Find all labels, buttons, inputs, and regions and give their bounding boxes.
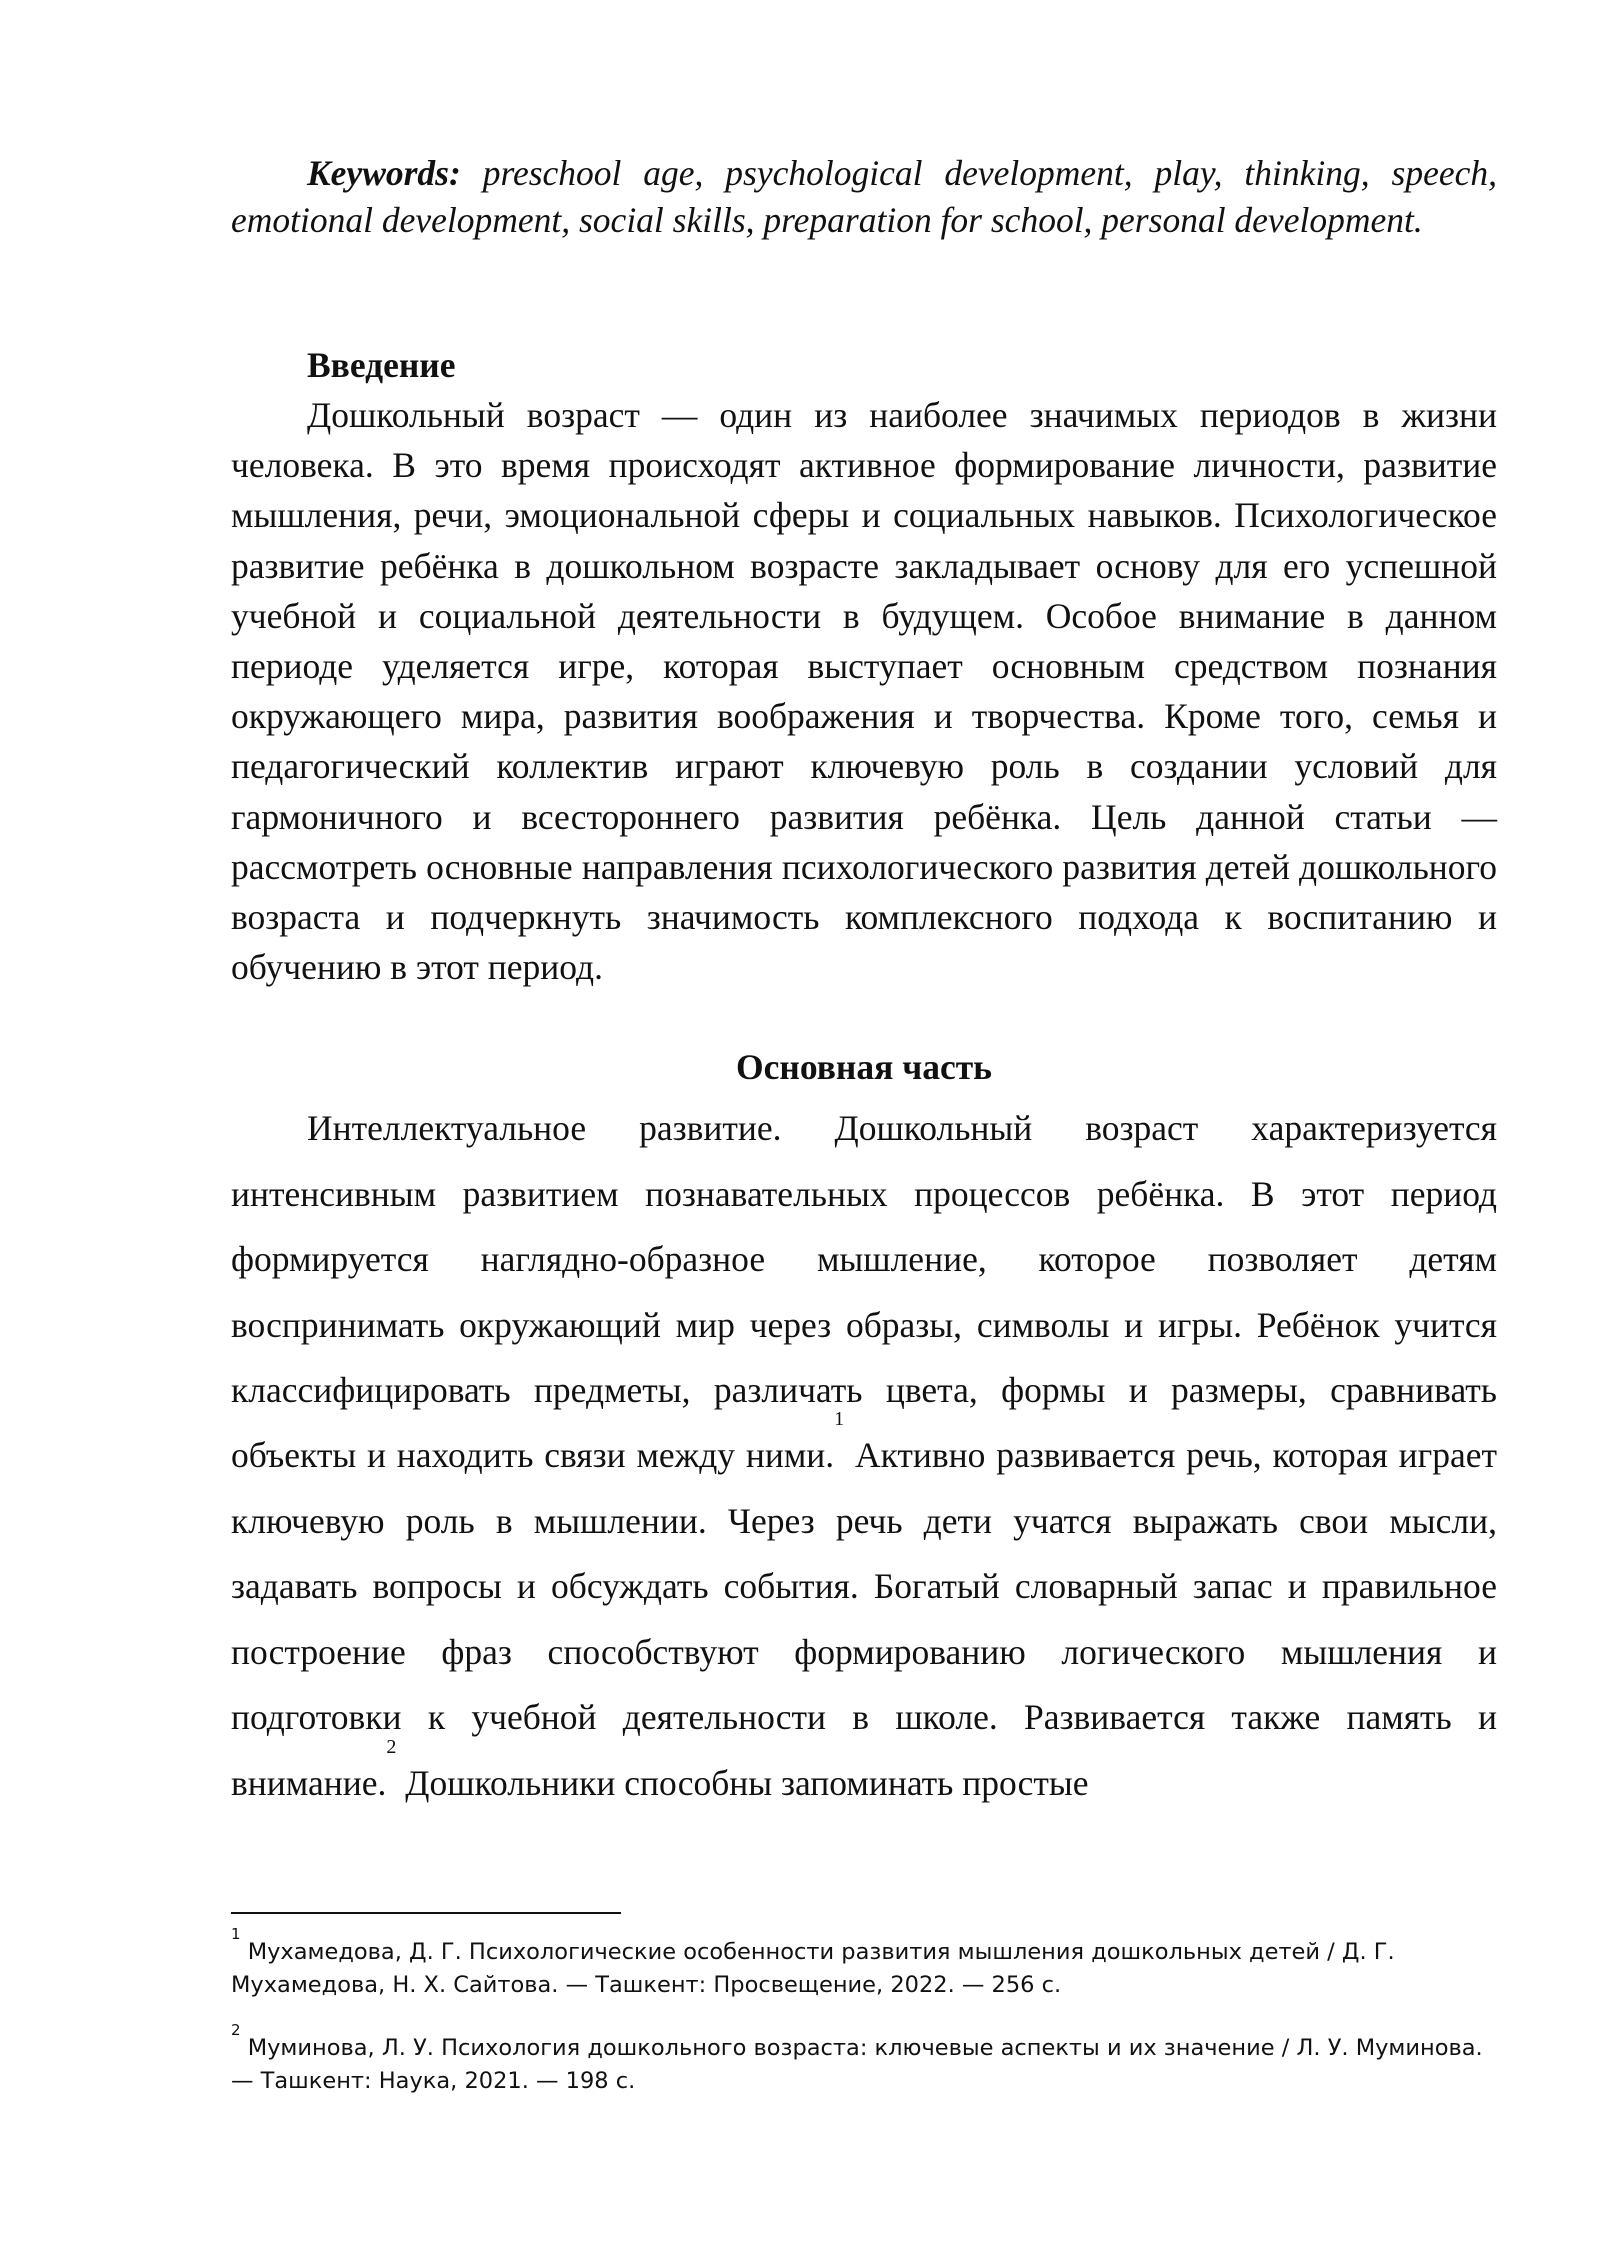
- footnote-1: [231, 1925, 1497, 2002]
- keywords-paragraph: [231, 150, 1497, 244]
- footnote-2: [231, 2021, 1497, 2098]
- page-content: [231, 150, 1497, 1816]
- keywords-text: preschool age, psychological development, play, thinking, speech, emotional development, social skills, preparation for school, personal development.: [231, 153, 1497, 240]
- footnote-1-number: 1: [231, 1925, 241, 1943]
- main-text-part-1: Интеллектуальное развитие. Дошкольный возраст характеризуется интенсивным развитием познавательных процессов ребёнка. В этот период формируется наглядно-образное мышление, которое позволяет детям воспринимать окружающий мир через образы, символы и игры. Ребёнок учится классифицировать предметы, различать цвета, формы и размеры, сравнивать объекты и находить связи между ними.: [231, 1108, 1497, 1476]
- main-text-part-2: Активно развивается речь, которая играет ключевую роль в мышлении. Через речь дети учатся выражать свои мысли, задавать вопросы и обсуждать события. Богатый словарный запас и правильное построение фраз способствуют формированию логического мышления и подготовки к учебной деятельности в школе. Развивается также память и внимание.: [231, 1435, 1497, 1803]
- main-part-heading: Основная часть: [736, 1047, 992, 1088]
- keywords-label: Keywords:: [307, 153, 461, 193]
- intro-heading: Введение: [307, 345, 456, 385]
- intro-paragraph: Дошкольный возраст — один из наиболее значимых периодов в жизни человека. В это время происходят активное формирование личности, развитие мышления, речи, эмоциональной сферы и социальных навыков. Психологическое развитие ребёнка в дошкольном возрасте закладывает основу для его успешной учебной и социальной деятельности в будущем. Особое внимание в данном периоде уделяется игре, которая выступает основным средством познания окружающего мира, развития воображения и творчества. Кроме того, семья и педагогический коллектив играют ключевую роль в создании условий для гармоничного и всестороннего развития ребёнка. Цель данной статьи — рассмотреть основные направления психологического развития детей дошкольного возраста и подчеркнуть значимость комплексного подхода к воспитанию и обучению в этот период.: [231, 395, 1497, 988]
- footnote-1-text: Мухамедова, Д. Г. Психологические особенности развития мышления дошкольных детей / Д. Г. Мухамедова, Н. Х. Сайтова. — Ташкент: Просвещение, 2022. — 256 с.: [231, 1939, 1395, 1998]
- footnote-2-number: 2: [231, 2021, 241, 2039]
- footnotes-section: [231, 1912, 1497, 2128]
- footnote-ref-1[interactable]: 1: [834, 1408, 845, 1431]
- footnote-2-text: Муминова, Л. У. Психология дошкольного возраста: ключевые аспекты и их значение / Л. У. Муминова. — Ташкент: Наука, 2021. — 198 с.: [231, 2035, 1483, 2094]
- main-text-part-3: Дошкольники способны запоминать простые: [396, 1762, 1089, 1803]
- footnote-separator: [231, 1912, 621, 1914]
- footnote-ref-2[interactable]: 2: [386, 1735, 397, 1758]
- main-paragraph: [231, 1096, 1497, 1815]
